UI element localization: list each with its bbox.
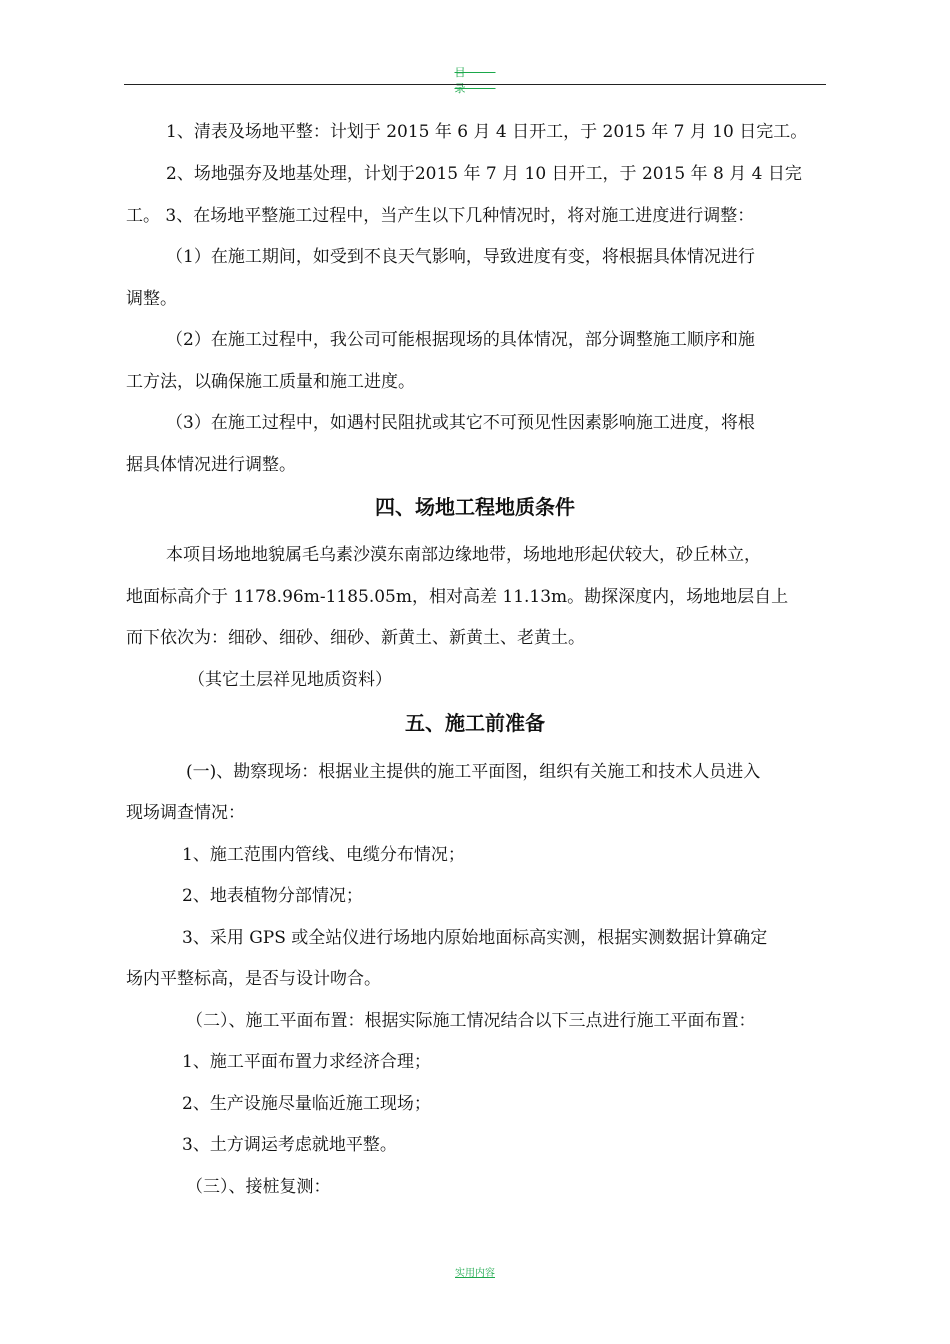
paragraph-line: 现场调查情况： [126,803,245,823]
paragraph-line: （3）在施工过程中，如遇村民阻扰或其它不可预见性因素影响施工进度，将根 [166,413,755,433]
paragraph-line: 地面标高介于 1178.96m-1185.05m，相对高差 11.13m。勘探深度内，场地地层自上 [126,587,789,607]
paragraph-line: 2、场地强夯及地基处理，计划于2015 年 7 月 10 日开工，于 2015 年 8 月 4 日完 [166,164,802,184]
paragraph-line: 据具体情况进行调整。 [126,455,296,475]
paragraph-line: 1、清表及场地平整：计划于 2015 年 6 月 4 日开工，于 2015 年 7 月 10 日完工。 [166,122,808,142]
paragraph-line: 而下依次为：细砂、细砂、细砂、新黄土、新黄土、老黄土。 [126,628,585,648]
paragraph-line: 场内平整标高，是否与设计吻合。 [126,969,381,989]
header-watermark: 目 录 [454,66,496,95]
section-heading-4: 四、场地工程地质条件 [375,495,575,519]
paragraph-line: 调整。 [126,289,177,309]
paragraph-line: （二）、施工平面布置：根据实际施工情况结合以下三点进行施工平面布置： [186,1011,756,1031]
list-item: 2、地表植物分部情况； [182,886,363,906]
paragraph-line: （2）在施工过程中，我公司可能根据现场的具体情况，部分调整施工顺序和施 [166,330,755,350]
paragraph-line: （1）在施工期间，如受到不良天气影响，导致进度有变，将根据具体情况进行 [166,247,755,267]
list-item: 1、施工平面布置力求经济合理； [182,1052,431,1072]
paragraph-line: 工。 3、在场地平整施工过程中，当产生以下几种情况时，将对施工进度进行调整： [126,206,755,226]
list-item: 2、生产设施尽量临近施工现场； [182,1094,431,1114]
header-rule [124,84,826,85]
list-item: 3、采用 GPS 或全站仪进行场地内原始地面标高实测，根据实测数据计算确定 [182,928,768,948]
list-item: 1、施工范围内管线、电缆分布情况； [182,845,465,865]
paragraph-line: 工方法，以确保施工质量和施工进度。 [126,372,415,392]
paragraph-line: (一)、勘察现场：根据业主提供的施工平面图，组织有关施工和技术人员进入 [186,762,761,782]
paragraph-line: 本项目场地地貌属毛乌素沙漠东南部边缘地带，场地地形起伏较大，砂丘林立， [166,545,761,565]
list-item: 3、土方调运考虑就地平整。 [182,1135,397,1155]
footer-watermark: 实用内容 [455,1268,495,1279]
section-heading-5: 五、施工前准备 [405,711,545,735]
paragraph-line: （其它土层祥见地质资料） [188,670,392,690]
paragraph-line: （三）、接桩复测： [186,1177,331,1197]
